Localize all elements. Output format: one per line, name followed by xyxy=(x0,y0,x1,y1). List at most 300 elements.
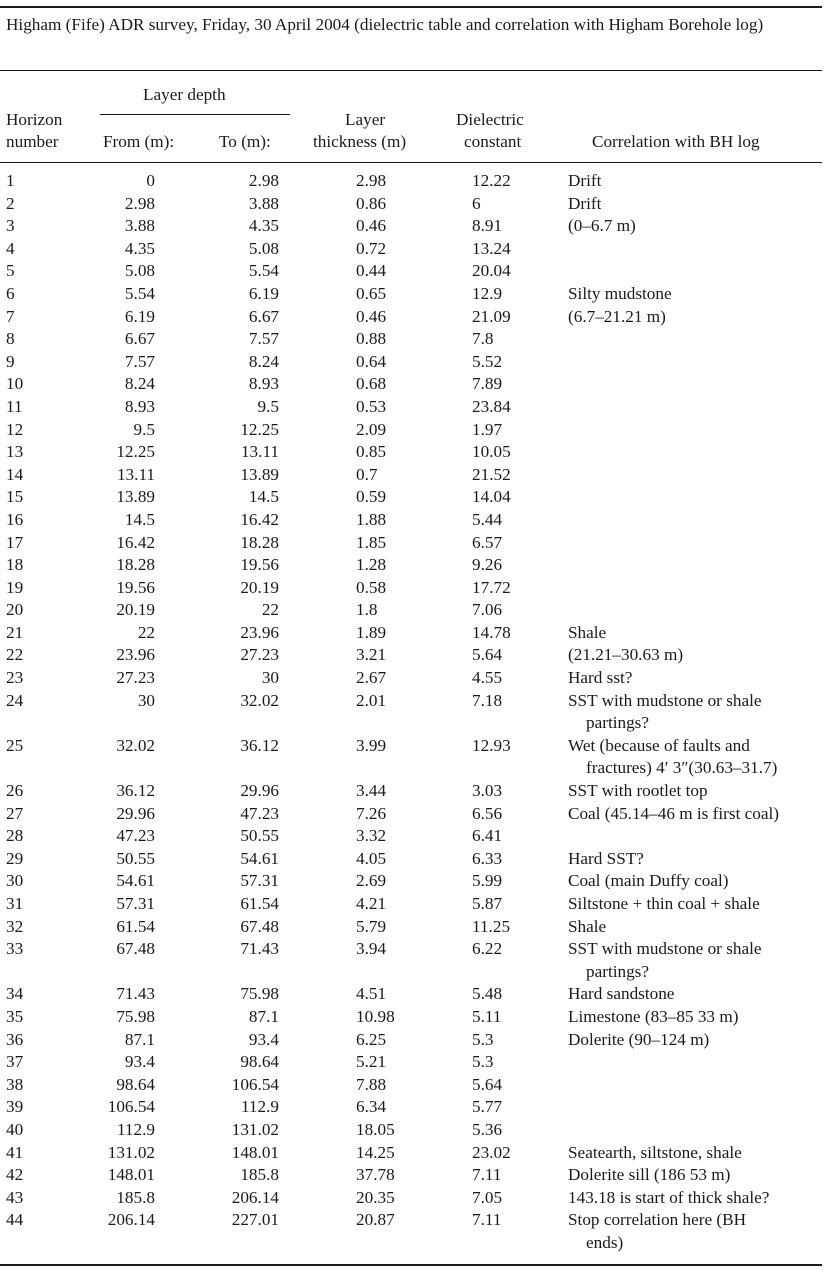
correlation-cell xyxy=(568,215,820,238)
header-rule xyxy=(0,162,822,163)
thickness-cell: 1.28 xyxy=(356,555,387,575)
to-depth-cell: 7.57 xyxy=(248,329,279,349)
table-row xyxy=(0,848,826,871)
thickness-cell: 1.85 xyxy=(356,532,387,552)
table-row xyxy=(0,577,826,600)
dielectric-cell: 3.03 xyxy=(472,781,503,801)
horizon-number-cell: 2 xyxy=(6,193,15,213)
table-row xyxy=(0,396,826,419)
table-row xyxy=(0,170,826,193)
correlation-line: Dolerite sill (186 53 m) xyxy=(568,1165,731,1185)
dielectric-cell: 6.41 xyxy=(472,826,503,846)
dielectric-cell: 5.64 xyxy=(472,1074,503,1094)
from-depth-cell: 23.96 xyxy=(116,645,155,665)
horizon-number-cell: 18 xyxy=(6,555,24,575)
horizon-number-cell: 40 xyxy=(6,1119,24,1139)
to-depth-cell: 16.42 xyxy=(240,509,279,529)
horizon-number-cell: 24 xyxy=(6,690,24,710)
thickness-header-line1: Layer xyxy=(345,110,386,129)
to-depth-cell: 50.55 xyxy=(240,826,279,846)
to-depth-cell: 93.4 xyxy=(248,1029,279,1049)
dielectric-cell: 10.05 xyxy=(472,442,511,462)
from-depth-cell: 185.8 xyxy=(116,1187,155,1207)
dielectric-cell: 6.56 xyxy=(472,803,503,823)
thickness-cell: 37.78 xyxy=(356,1165,395,1185)
horizon-number-cell: 36 xyxy=(6,1029,24,1049)
from-depth-cell: 18.28 xyxy=(116,555,155,575)
to-depth-cell: 8.24 xyxy=(248,351,279,371)
from-depth-cell: 87.1 xyxy=(124,1029,155,1049)
correlation-line: Hard SST? xyxy=(568,848,644,868)
horizon-number-cell: 4 xyxy=(6,238,15,258)
correlation-cell xyxy=(568,690,820,735)
dielectric-cell: 7.89 xyxy=(472,374,503,394)
correlation-cell xyxy=(568,870,820,893)
dielectric-cell: 23.02 xyxy=(472,1142,511,1162)
dielectric-cell: 13.24 xyxy=(472,238,511,258)
to-depth-cell: 22 xyxy=(261,600,279,620)
to-depth-cell: 5.08 xyxy=(248,238,279,258)
dielectric-cell: 7.11 xyxy=(472,1210,502,1230)
from-depth-cell: 6.67 xyxy=(124,329,155,349)
correlation-cell xyxy=(568,735,820,780)
table-row xyxy=(0,735,826,780)
to-depth-cell: 54.61 xyxy=(240,848,279,868)
horizon-number-cell: 25 xyxy=(6,735,24,755)
table-row xyxy=(0,870,826,893)
thickness-cell: 0.86 xyxy=(356,193,387,213)
from-depth-cell: 148.01 xyxy=(107,1165,155,1185)
table-row xyxy=(0,1051,826,1074)
from-depth-cell: 0 xyxy=(146,171,155,190)
dielectric-cell: 7.8 xyxy=(472,329,494,349)
from-depth-cell: 98.64 xyxy=(116,1074,155,1094)
horizon-number-cell: 13 xyxy=(6,442,24,462)
thickness-cell: 0.72 xyxy=(356,238,387,258)
correlation-line: Siltstone + thin coal + shale xyxy=(568,894,760,913)
horizon-number-cell: 28 xyxy=(6,826,24,846)
horizon-number-cell: 44 xyxy=(6,1210,24,1230)
to-depth-cell: 87.1 xyxy=(248,1006,279,1026)
dielectric-cell: 5.52 xyxy=(472,351,503,371)
to-depth-cell: 131.02 xyxy=(231,1119,279,1139)
correlation-line: Limestone (83–85 33 m) xyxy=(568,1006,739,1026)
layer-depth-rule xyxy=(100,114,290,115)
to-depth-cell: 106.54 xyxy=(231,1074,279,1094)
horizon-number-cell: 29 xyxy=(6,848,24,868)
from-depth-cell: 27.23 xyxy=(116,668,155,688)
correlation-cell xyxy=(568,983,820,1006)
thickness-cell: 0.59 xyxy=(356,487,387,507)
dielectric-cell: 5.48 xyxy=(472,984,503,1004)
thickness-cell: 6.25 xyxy=(356,1029,387,1049)
table-body xyxy=(0,170,826,1255)
from-depth-cell: 12.25 xyxy=(116,442,155,462)
from-depth-cell: 2.98 xyxy=(124,193,155,213)
dielectric-cell: 7.18 xyxy=(472,690,503,710)
horizon-number-cell: 16 xyxy=(6,509,24,529)
correlation-line: Coal (main Duffy coal) xyxy=(568,871,729,891)
dielectric-cell: 12.93 xyxy=(472,735,511,755)
from-depth-cell: 13.89 xyxy=(116,487,155,507)
to-depth-cell: 18.28 xyxy=(240,532,279,552)
from-depth-cell: 29.96 xyxy=(116,803,155,823)
table-row xyxy=(0,283,826,306)
horizon-number-cell: 1 xyxy=(6,171,15,190)
dielectric-cell: 5.99 xyxy=(472,871,503,891)
horizon-number-cell: 19 xyxy=(6,577,24,597)
to-header: To (m): xyxy=(219,132,271,151)
horizon-number-cell: 6 xyxy=(6,283,15,303)
table-row xyxy=(0,893,826,916)
correlation-line: ends) xyxy=(586,1232,624,1252)
to-depth-cell: 8.93 xyxy=(248,374,279,394)
horizon-number-cell: 11 xyxy=(6,396,23,416)
table-row xyxy=(0,306,826,329)
dielectric-cell: 5.3 xyxy=(472,1029,494,1049)
correlation-line: (0–6.7 m) xyxy=(568,216,636,236)
table-row xyxy=(0,1164,826,1187)
thickness-cell: 0.88 xyxy=(356,329,387,349)
to-depth-cell: 20.19 xyxy=(240,577,279,597)
thickness-cell: 3.44 xyxy=(356,781,387,801)
thickness-cell: 0.68 xyxy=(356,374,387,394)
dielectric-cell: 5.64 xyxy=(472,645,503,665)
correlation-line: SST with mudstone or shale xyxy=(568,690,762,710)
from-depth-cell: 206.14 xyxy=(107,1210,155,1230)
from-depth-cell: 5.54 xyxy=(124,283,155,303)
from-depth-cell: 9.5 xyxy=(133,419,155,439)
dielectric-cell: 21.09 xyxy=(472,306,511,326)
horizon-number-cell: 23 xyxy=(6,668,24,688)
thickness-cell: 3.99 xyxy=(356,735,387,755)
from-depth-cell: 7.57 xyxy=(124,351,155,371)
thickness-cell: 2.98 xyxy=(356,171,387,190)
dielectric-cell: 8.91 xyxy=(472,216,503,236)
dielectric-cell: 14.04 xyxy=(472,487,511,507)
from-depth-cell: 67.48 xyxy=(116,939,155,959)
to-depth-cell: 2.98 xyxy=(248,171,279,190)
to-depth-cell: 13.89 xyxy=(240,464,279,484)
table-row xyxy=(0,825,826,848)
to-depth-cell: 14.5 xyxy=(248,487,279,507)
dielectric-header-line2: constant xyxy=(464,132,522,151)
horizon-number-cell: 22 xyxy=(6,645,24,665)
table-row xyxy=(0,351,826,374)
table-row xyxy=(0,1096,826,1119)
horizon-number-cell: 15 xyxy=(6,487,24,507)
to-depth-cell: 6.19 xyxy=(248,283,279,303)
to-depth-cell: 13.11 xyxy=(240,442,279,462)
correlation-line: partings? xyxy=(586,713,650,733)
dielectric-cell: 7.11 xyxy=(472,1165,502,1185)
top-rule xyxy=(0,6,822,8)
correlation-line: Shale xyxy=(568,622,607,642)
from-depth-cell: 22 xyxy=(137,622,155,642)
correlation-line: Dolerite (90–124 m) xyxy=(568,1029,710,1049)
from-depth-cell: 61.54 xyxy=(116,916,155,936)
thickness-cell: 0.53 xyxy=(356,396,387,416)
correlation-cell xyxy=(568,1029,820,1052)
table-row xyxy=(0,486,826,509)
dielectric-cell: 11.25 xyxy=(472,916,511,936)
thickness-cell: 0.85 xyxy=(356,442,387,462)
table-row xyxy=(0,373,826,396)
correlation-cell xyxy=(568,1142,820,1165)
to-depth-cell: 112.9 xyxy=(240,1097,279,1117)
dielectric-cell: 5.77 xyxy=(472,1097,503,1117)
horizon-number-cell: 9 xyxy=(6,351,15,371)
table-row xyxy=(0,441,826,464)
thickness-cell: 1.8 xyxy=(356,600,378,620)
correlation-line: (21.21–30.63 m) xyxy=(568,645,684,665)
dielectric-cell: 14.78 xyxy=(472,622,511,642)
thickness-cell: 14.25 xyxy=(356,1142,395,1162)
from-depth-cell: 71.43 xyxy=(116,984,155,1004)
horizon-number-cell: 31 xyxy=(6,894,24,913)
correlation-line: partings? xyxy=(586,961,650,981)
from-depth-cell: 54.61 xyxy=(116,871,155,891)
to-depth-cell: 67.48 xyxy=(240,916,279,936)
thickness-cell: 0.46 xyxy=(356,216,387,236)
dielectric-cell: 5.44 xyxy=(472,509,503,529)
correlation-line: SST with mudstone or shale xyxy=(568,939,762,959)
correlation-header: Correlation with BH log xyxy=(592,132,760,151)
horizon-number-cell: 10 xyxy=(6,374,24,394)
layer-depth-header: Layer depth xyxy=(143,85,226,104)
from-depth-cell: 112.9 xyxy=(116,1119,155,1139)
table-row xyxy=(0,916,826,939)
to-depth-cell: 57.31 xyxy=(240,871,279,891)
correlation-cell xyxy=(568,1164,820,1187)
correlation-line: Stop correlation here (BH xyxy=(568,1210,747,1230)
from-depth-cell: 5.08 xyxy=(124,261,155,281)
from-depth-cell: 36.12 xyxy=(116,781,155,801)
correlation-cell xyxy=(568,1187,820,1210)
table-row xyxy=(0,509,826,532)
to-depth-cell: 227.01 xyxy=(231,1210,279,1230)
dielectric-cell: 12.9 xyxy=(472,283,503,303)
to-depth-cell: 4.35 xyxy=(248,216,279,236)
correlation-cell xyxy=(568,193,820,216)
table-row xyxy=(0,644,826,667)
horizon-number-cell: 37 xyxy=(6,1052,24,1072)
table-row xyxy=(0,532,826,555)
table-row xyxy=(0,1209,826,1254)
thickness-cell: 7.88 xyxy=(356,1074,387,1094)
to-depth-cell: 36.12 xyxy=(240,735,279,755)
to-depth-cell: 61.54 xyxy=(240,894,279,913)
dielectric-cell: 4.55 xyxy=(472,668,503,688)
table-row xyxy=(0,599,826,622)
correlation-cell xyxy=(568,1209,820,1254)
from-depth-cell: 13.11 xyxy=(116,464,155,484)
correlation-cell xyxy=(568,306,820,329)
table-row xyxy=(0,193,826,216)
thickness-cell: 3.21 xyxy=(356,645,387,665)
table-row xyxy=(0,983,826,1006)
table-caption: Higham (Fife) ADR survey, Friday, 30 April 2004 (dielectric table and correlation with Higham Borehole log) xyxy=(6,15,764,34)
correlation-cell xyxy=(568,667,820,690)
horizon-header-line1: Horizon xyxy=(6,110,63,129)
correlation-cell xyxy=(568,170,820,193)
correlation-cell xyxy=(568,283,820,306)
correlation-line: Shale xyxy=(568,916,607,936)
dielectric-cell: 17.72 xyxy=(472,577,511,597)
to-depth-cell: 19.56 xyxy=(240,555,279,575)
correlation-line: Seatearth, siltstone, shale xyxy=(568,1142,742,1162)
table-row xyxy=(0,554,826,577)
dielectric-cell: 5.87 xyxy=(472,894,503,913)
dielectric-cell: 6 xyxy=(472,193,481,213)
from-depth-cell: 8.93 xyxy=(124,396,155,416)
table-row xyxy=(0,1119,826,1142)
thickness-cell: 0.46 xyxy=(356,306,387,326)
horizon-number-cell: 39 xyxy=(6,1097,24,1117)
from-header: From (m): xyxy=(103,132,175,151)
table-row xyxy=(0,667,826,690)
horizon-number-cell: 17 xyxy=(6,532,24,552)
thickness-cell: 18.05 xyxy=(356,1119,395,1139)
table-row xyxy=(0,328,826,351)
from-depth-cell: 93.4 xyxy=(124,1052,155,1072)
table-row xyxy=(0,1074,826,1097)
horizon-number-cell: 7 xyxy=(6,306,15,326)
horizon-number-cell: 3 xyxy=(6,216,15,236)
table-row xyxy=(0,419,826,442)
table-row xyxy=(0,1006,826,1029)
from-depth-cell: 57.31 xyxy=(116,894,155,913)
correlation-cell xyxy=(568,916,820,939)
thickness-cell: 0.44 xyxy=(356,261,387,281)
dielectric-cell: 5.11 xyxy=(472,1006,502,1026)
from-depth-cell: 50.55 xyxy=(116,848,155,868)
horizon-number-cell: 26 xyxy=(6,781,24,801)
thickness-cell: 10.98 xyxy=(356,1006,395,1026)
dielectric-cell: 12.22 xyxy=(472,171,511,190)
dielectric-cell: 7.05 xyxy=(472,1187,503,1207)
dielectric-cell: 6.22 xyxy=(472,939,503,959)
correlation-line: Hard sandstone xyxy=(568,984,675,1004)
horizon-number-cell: 30 xyxy=(6,871,24,891)
table-row xyxy=(0,1187,826,1210)
horizon-number-cell: 21 xyxy=(6,622,24,642)
thickness-cell: 7.26 xyxy=(356,803,387,823)
thickness-cell: 0.64 xyxy=(356,351,387,371)
horizon-number-cell: 27 xyxy=(6,803,24,823)
thickness-cell: 4.05 xyxy=(356,848,387,868)
thickness-cell: 3.94 xyxy=(356,939,387,959)
to-depth-cell: 3.88 xyxy=(248,193,279,213)
horizon-number-cell: 5 xyxy=(6,261,15,281)
correlation-line: Drift xyxy=(568,193,602,213)
table-row xyxy=(0,215,826,238)
table-row xyxy=(0,1029,826,1052)
correlation-line: fractures) 4′ 3″(30.63–31.7) xyxy=(586,758,778,778)
correlation-cell xyxy=(568,893,820,916)
from-depth-cell: 16.42 xyxy=(116,532,155,552)
to-depth-cell: 30 xyxy=(261,668,279,688)
thickness-cell: 1.89 xyxy=(356,622,387,642)
horizon-number-cell: 20 xyxy=(6,600,24,620)
from-depth-cell: 20.19 xyxy=(116,600,155,620)
table-row xyxy=(0,260,826,283)
table-row xyxy=(0,1142,826,1165)
horizon-header-line2: number xyxy=(6,132,59,151)
table-row xyxy=(0,938,826,983)
dielectric-cell: 5.36 xyxy=(472,1119,503,1139)
thickness-cell: 5.21 xyxy=(356,1052,387,1072)
to-depth-cell: 75.98 xyxy=(240,984,279,1004)
horizon-number-cell: 34 xyxy=(6,984,24,1004)
correlation-cell xyxy=(568,644,820,667)
thickness-cell: 0.58 xyxy=(356,577,387,597)
correlation-cell xyxy=(568,803,820,826)
correlation-line: Hard sst? xyxy=(568,668,633,688)
to-depth-cell: 185.8 xyxy=(240,1165,279,1185)
dielectric-header-line1: Dielectric xyxy=(456,110,524,129)
to-depth-cell: 32.02 xyxy=(240,690,279,710)
dielectric-cell: 20.04 xyxy=(472,261,511,281)
horizon-number-cell: 8 xyxy=(6,329,15,349)
to-depth-cell: 23.96 xyxy=(240,622,279,642)
horizon-number-cell: 14 xyxy=(6,464,24,484)
dielectric-cell: 9.26 xyxy=(472,555,503,575)
horizon-number-cell: 33 xyxy=(6,939,24,959)
table-row xyxy=(0,803,826,826)
from-depth-cell: 19.56 xyxy=(116,577,155,597)
correlation-line: SST with rootlet top xyxy=(568,781,708,801)
to-depth-cell: 98.64 xyxy=(240,1052,279,1072)
dielectric-cell: 6.33 xyxy=(472,848,503,868)
table-row xyxy=(0,780,826,803)
from-depth-cell: 32.02 xyxy=(116,735,155,755)
table-row xyxy=(0,238,826,261)
to-depth-cell: 12.25 xyxy=(240,419,279,439)
dielectric-cell: 6.57 xyxy=(472,532,503,552)
to-depth-cell: 29.96 xyxy=(240,781,279,801)
dielectric-cell: 1.97 xyxy=(472,419,503,439)
thickness-cell: 3.32 xyxy=(356,826,387,846)
from-depth-cell: 75.98 xyxy=(116,1006,155,1026)
to-depth-cell: 9.5 xyxy=(257,396,279,416)
correlation-cell xyxy=(568,622,820,645)
horizon-number-cell: 38 xyxy=(6,1074,24,1094)
from-depth-cell: 30 xyxy=(137,690,155,710)
to-depth-cell: 5.54 xyxy=(248,261,279,281)
to-depth-cell: 27.23 xyxy=(240,645,279,665)
to-depth-cell: 148.01 xyxy=(231,1142,279,1162)
correlation-line: Silty mudstone xyxy=(568,283,672,303)
table-row xyxy=(0,622,826,645)
horizon-number-cell: 41 xyxy=(6,1142,24,1162)
from-depth-cell: 8.24 xyxy=(124,374,155,394)
to-depth-cell: 71.43 xyxy=(240,939,279,959)
thickness-cell: 20.87 xyxy=(356,1210,395,1230)
thickness-cell: 0.7 xyxy=(356,464,378,484)
horizon-number-cell: 35 xyxy=(6,1006,24,1026)
thickness-cell: 2.67 xyxy=(356,668,387,688)
thickness-cell: 2.09 xyxy=(356,419,387,439)
dielectric-cell: 23.84 xyxy=(472,396,511,416)
correlation-line: Coal (45.14–46 m is first coal) xyxy=(568,803,779,823)
correlation-cell xyxy=(568,938,820,983)
from-depth-cell: 131.02 xyxy=(107,1142,155,1162)
thickness-cell: 1.88 xyxy=(356,509,387,529)
horizon-number-cell: 32 xyxy=(6,916,24,936)
horizon-number-cell: 42 xyxy=(6,1165,24,1185)
to-depth-cell: 47.23 xyxy=(240,803,279,823)
